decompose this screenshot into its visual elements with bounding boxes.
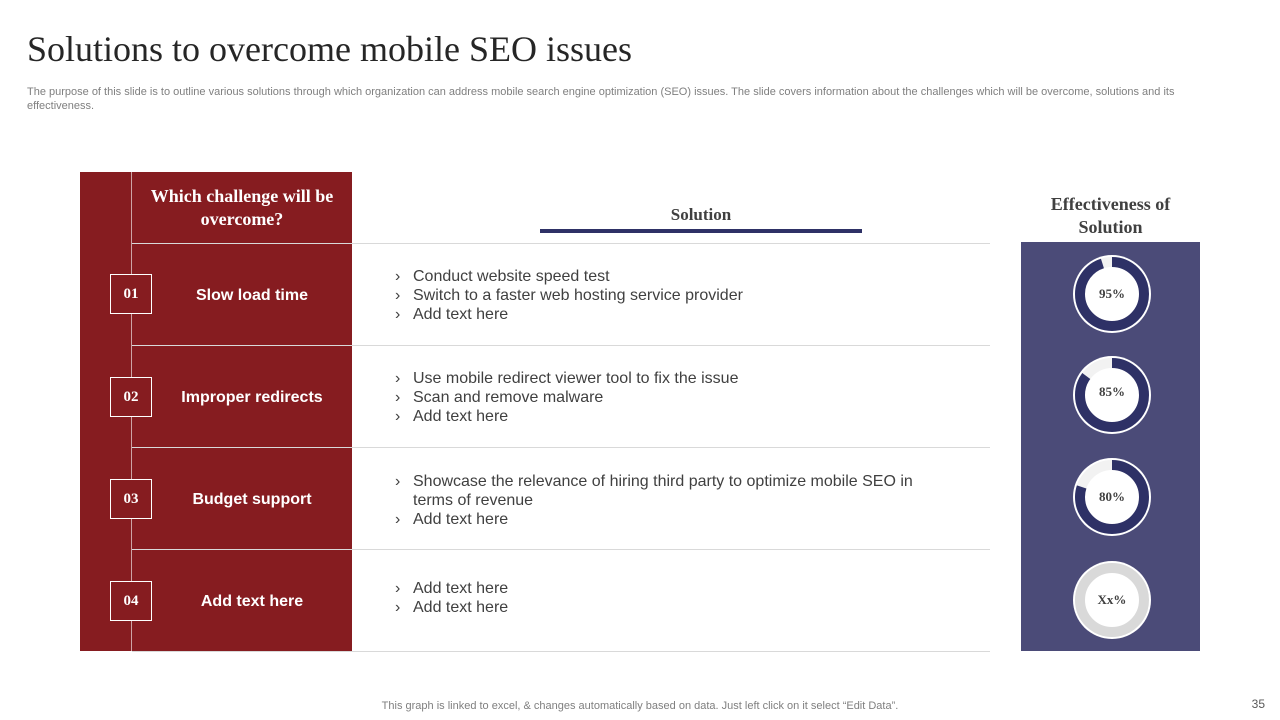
solution-list <box>395 369 955 426</box>
row-number-badge: 01 <box>110 274 152 314</box>
page-number: 35 <box>1251 697 1265 711</box>
solution-item: › Showcase the relevance of hiring third party to optimize mobile SEO in terms of revenue <box>395 472 925 510</box>
challenge-label: Add text here <box>200 593 304 610</box>
solution-item: › Switch to a faster web hosting service provider <box>395 286 955 305</box>
row-separator <box>132 243 990 244</box>
challenge-label: Improper redirects <box>181 389 323 406</box>
row-number-badge: 04 <box>110 581 152 621</box>
slide-subtitle: The purpose of this slide is to outline various solutions through which organization can address mobile search engine optimization (SEO) issues. The slide covers information about the challenges which will be overcome, solutions and its effectiveness. <box>27 86 1175 112</box>
solution-item: › Scan and remove malware <box>395 388 955 407</box>
effectiveness-value: 85% <box>1099 384 1125 399</box>
effectiveness-value: Xx% <box>1097 592 1127 607</box>
solution-list <box>395 579 955 617</box>
effectiveness-value: 80% <box>1099 489 1125 504</box>
footer-note: This graph is linked to excel, & changes automatically based on data. Just left click on it select “Edit Data”. <box>381 700 899 712</box>
solution-item: › Add text here <box>395 305 955 324</box>
solution-item: › Conduct website speed test <box>395 267 955 286</box>
challenge-header: Which challenge will be overcome? <box>150 185 334 229</box>
effectiveness-header: Effectiveness of Solution <box>1050 194 1171 237</box>
challenge-label: Slow load time <box>195 287 308 304</box>
slide-title: Solutions to overcome mobile SEO issues <box>27 29 632 69</box>
solution-item: › Add text here <box>395 510 925 529</box>
effectiveness-value: 95% <box>1099 286 1125 301</box>
solution-header-underline <box>540 229 862 233</box>
row-number-badge: 03 <box>110 479 152 519</box>
row-number-badge: 02 <box>110 377 152 417</box>
solution-item: › Use mobile redirect viewer tool to fix the issue <box>395 369 955 388</box>
solution-list <box>395 267 955 324</box>
solution-item: › Add text here <box>395 598 955 617</box>
challenge-label: Budget support <box>192 491 312 508</box>
solution-item: › Add text here <box>395 407 955 426</box>
solution-item: › Add text here <box>395 579 955 598</box>
solution-list <box>395 472 925 529</box>
solution-header: Solution <box>670 205 732 224</box>
